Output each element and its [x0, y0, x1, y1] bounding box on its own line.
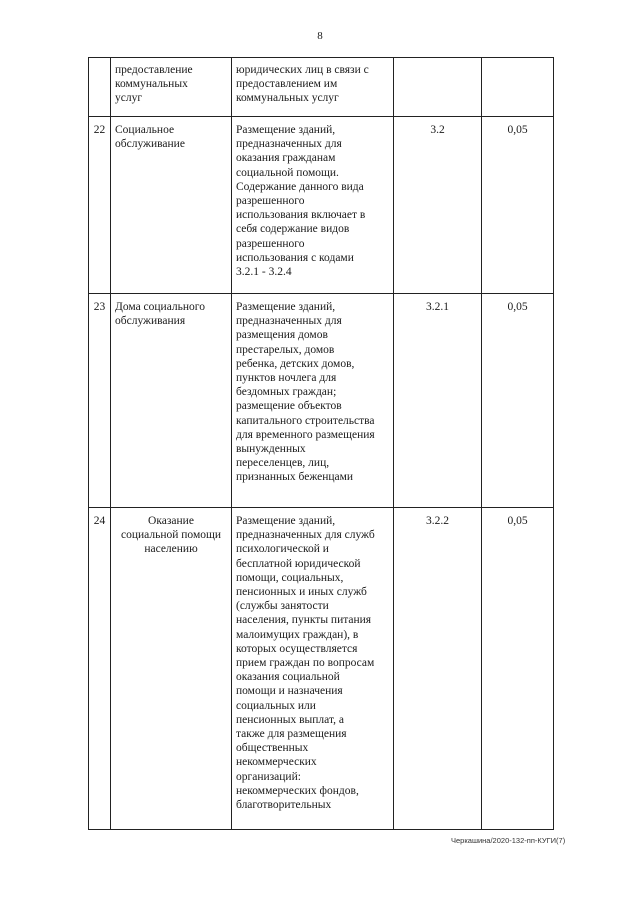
- cell-text-line: Социальное: [115, 124, 175, 136]
- cell-text-line: разрешенного: [236, 237, 305, 250]
- row-number: 23: [89, 294, 111, 508]
- cell-text-line: для временного размещения: [236, 428, 375, 441]
- use-type-description: [232, 117, 394, 294]
- page-number: 8: [317, 30, 323, 42]
- cell-text-line: использования включает в: [236, 209, 366, 222]
- cell-text-line: психологической и: [236, 543, 329, 556]
- cell-text-line: переселенцев, лиц,: [236, 457, 330, 470]
- cell-text-line: разрешенного: [236, 195, 305, 208]
- cell-text-line: также для размещения: [236, 728, 347, 741]
- use-type-description: [232, 58, 394, 117]
- cell-text-line: юридических лиц в связи с: [236, 64, 369, 76]
- cell-text-line: обслуживания: [115, 315, 186, 328]
- cell-text-line: предназначенных для: [236, 315, 342, 328]
- cell-text-line: социальных или: [236, 699, 316, 712]
- cell-text-line: коммунальных услуг: [236, 92, 339, 105]
- coefficient: 0,05: [482, 508, 554, 830]
- cell-text-line: признанных беженцами: [236, 471, 354, 484]
- classifier-code: 3.2.2: [394, 508, 482, 830]
- cell-text-line: размещения домов: [236, 329, 328, 342]
- cell-text-line: услуг: [115, 92, 143, 105]
- land-use-table: [88, 57, 554, 830]
- table-row: [89, 508, 554, 830]
- cell-text-line: пунктов ночлега для: [236, 372, 337, 385]
- cell-text-line: размещение объектов: [236, 400, 342, 413]
- use-type-name: [111, 58, 232, 117]
- cell-text-line: прием граждан по вопросам: [236, 657, 375, 670]
- use-type-description: [232, 508, 394, 830]
- use-type-name: [111, 117, 232, 294]
- cell-text-line: некоммерческих фондов,: [236, 784, 359, 797]
- cell-text-line: (службы занятости: [236, 600, 329, 613]
- cell-text-line: предназначенных для: [236, 138, 342, 151]
- cell-text-line: населения, пункты питания: [236, 614, 372, 627]
- cell-text-line: использования с кодами: [236, 251, 354, 264]
- table-row: [89, 117, 554, 294]
- row-number: 22: [89, 117, 111, 294]
- cell-text-line: социальной помощи: [120, 529, 221, 542]
- row-number: 24: [89, 508, 111, 830]
- cell-text-line: общественных: [236, 742, 309, 755]
- cell-text-line: Оказание: [148, 515, 194, 527]
- table-row: [89, 294, 554, 508]
- cell-text-line: которых осуществляется: [236, 642, 358, 655]
- cell-text-line: бездомных граждан;: [236, 386, 337, 399]
- cell-text-line: Содержание данного вида: [236, 180, 364, 193]
- use-type-name: [111, 294, 232, 508]
- cell-text-line: предоставление: [115, 64, 193, 76]
- cell-text-line: благотворительных: [236, 799, 332, 812]
- row-number: [89, 58, 111, 117]
- cell-text-line: Дома социального: [115, 301, 205, 313]
- cell-text-line: пенсионных и иных служб: [236, 586, 367, 599]
- cell-text-line: помощи и назначения: [236, 685, 343, 698]
- cell-text-line: 3.2.1 - 3.2.4: [236, 266, 292, 279]
- cell-text-line: капитального строительства: [236, 414, 375, 427]
- coefficient: 0,05: [482, 117, 554, 294]
- cell-text-line: Размещение зданий,: [236, 301, 336, 313]
- cell-text-line: предоставлением им: [236, 78, 338, 91]
- document-registration-code: Черкашина/2020-132-пп-КУГИ(7): [451, 836, 566, 845]
- cell-text-line: бесплатной юридической: [236, 557, 361, 570]
- cell-text-line: обслуживание: [115, 138, 185, 151]
- cell-text-line: Размещение зданий,: [236, 124, 336, 136]
- coefficient: [482, 58, 554, 117]
- cell-text-line: оказания гражданам: [236, 152, 336, 165]
- use-type-name: [111, 508, 232, 830]
- cell-text-line: себя содержание видов: [236, 223, 350, 236]
- cell-text-line: организаций:: [236, 770, 301, 783]
- coefficient: 0,05: [482, 294, 554, 508]
- cell-text-line: помощи, социальных,: [236, 571, 344, 584]
- table-row: [89, 58, 554, 117]
- cell-text-line: пенсионных выплат, а: [236, 713, 344, 726]
- cell-text-line: малоимущих граждан), в: [236, 628, 359, 641]
- classifier-code: 3.2.1: [394, 294, 482, 508]
- cell-text-line: престарелых, домов: [236, 343, 335, 356]
- cell-text-line: населению: [144, 543, 198, 556]
- use-type-description: [232, 294, 394, 508]
- cell-text-line: оказания социальной: [236, 671, 340, 684]
- classifier-code: [394, 58, 482, 117]
- cell-text-line: предназначенных для служб: [236, 529, 375, 542]
- cell-text-line: ребенка, детских домов,: [236, 357, 355, 370]
- cell-text-line: социальной помощи.: [236, 166, 339, 179]
- cell-text-line: некоммерческих: [236, 756, 317, 769]
- cell-text-line: вынужденных: [236, 443, 306, 456]
- classifier-code: 3.2: [394, 117, 482, 294]
- cell-text-line: Размещение зданий,: [236, 515, 336, 527]
- cell-text-line: коммунальных: [115, 78, 188, 91]
